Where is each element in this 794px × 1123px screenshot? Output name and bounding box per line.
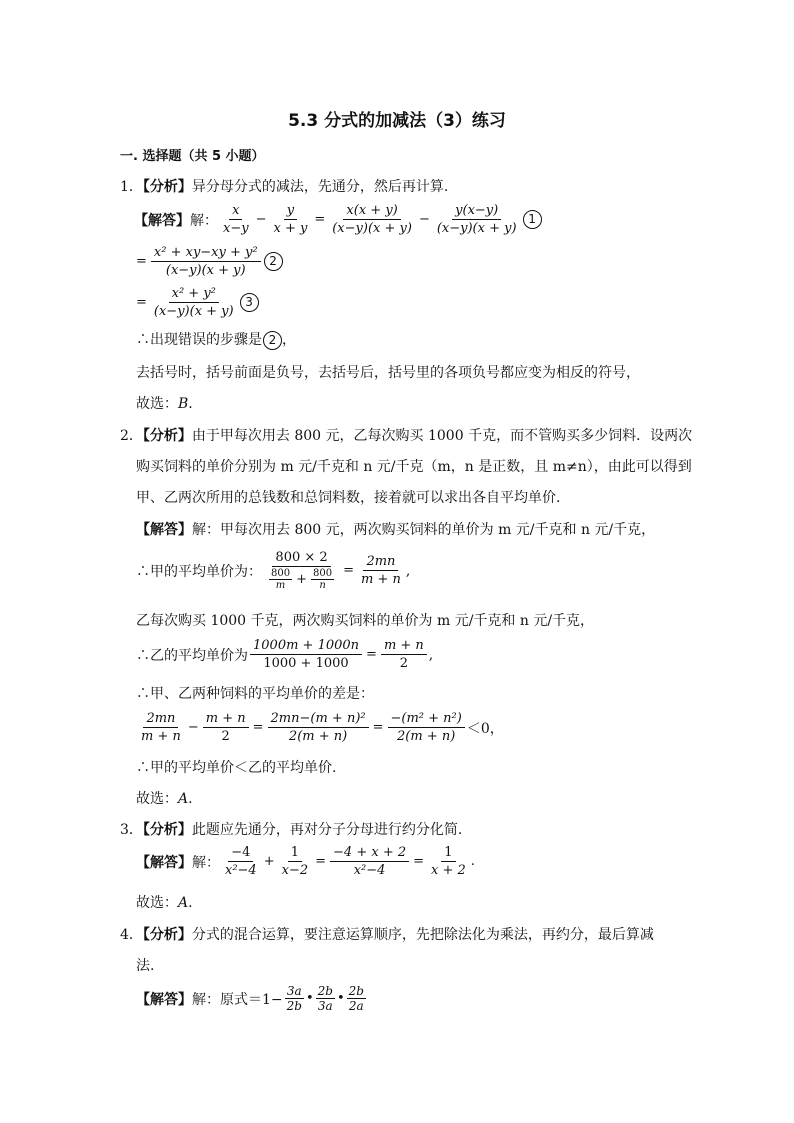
- q2-diff-b: $\frac{m + n}{2}$: [203, 711, 249, 744]
- q4-frac-3: $\frac{2b}{2a}$: [348, 984, 364, 1013]
- q1-answer-prefix: 解：: [190, 212, 218, 229]
- q1-answer-tag: 【解答】: [134, 212, 190, 229]
- q1-frac-d: $\frac{y(x-y)}{(x-y)(x + y)}$: [436, 203, 517, 236]
- q1-choice: 故选：B.: [136, 396, 193, 412]
- q1-analysis-text: 异分母分式的减法，先通分，然后再计算.: [191, 179, 449, 195]
- q3-frac-a: $\frac{-4}{\text{x²−4}}$: [225, 845, 257, 878]
- q1-step3-frac: $\frac{\text{x² + y²}}{(x-y)(x + y)}$: [153, 286, 234, 319]
- q2-jia-frac: 800 × 2 $\frac{800}{m}$ + $\frac{800}{n}$: [271, 550, 333, 591]
- q3-frac-b: $\frac{1}{x-2}$: [281, 845, 309, 878]
- q1-step2-mark: 2: [264, 252, 283, 271]
- q1-frac-c: $\frac{x(x + y)}{(x-y)(x + y)}$: [332, 203, 412, 236]
- q2-diff: $\frac{2mn}{m + n}$ − $\frac{m + n}{2}$ = $\frac{\text{2mn−(m + n)²}}{2(m + n)}$ = $\frac{\text{−(m² + n²)}}{2(m + n)}$ ＜0，: [136, 711, 504, 744]
- q2-compare: ∴甲的平均单价＜乙的平均单价.: [136, 760, 337, 776]
- q2-choice: 故选：A.: [136, 791, 193, 807]
- q1-conclusion: ∴出现错误的步骤是 2 ，: [136, 332, 296, 348]
- q3-frac-d: $\frac{1}{x + 2}$: [431, 845, 466, 878]
- q2-diff-a: $\frac{2mn}{m + n}$: [141, 711, 181, 744]
- q2-analysis-line2: 购买饲料的单价分别为 m 元/千克和 n 元/千克（m，n 是正数，且 m≠n），由此可以得到: [136, 459, 692, 475]
- q1-step3: = $\frac{\text{x² + y²}}{(x-y)(x + y)}$ 3: [134, 286, 259, 319]
- q1-step1-mark: 1: [523, 210, 542, 229]
- q3-analysis-line: 3．【分析】此题应先通分，再对分子分母进行约分化简.: [120, 822, 463, 838]
- q1-step2-frac: $\frac{\text{x² + xy−xy + y²}}{(x-y)(x + y)}$: [151, 245, 261, 278]
- q2-yi-frac: $\frac{1000m + 1000n}{1000 + 1000}$: [250, 638, 362, 671]
- q2-diff-c: $\frac{\text{2mn−(m + n)²}}{2(m + n)}$: [268, 711, 369, 744]
- q1-frac-b: $\frac{y}{x + y}$: [273, 203, 308, 236]
- q1-frac-a: $\frac{x}{x-y}$: [223, 203, 249, 236]
- q1-conclusion-mark: 2: [263, 331, 282, 350]
- q3-choice: 故选：A.: [136, 895, 193, 911]
- q2-analysis-line3: 甲、乙两次所用的总钱数和总饲料数，接着就可以求出各自平均单价.: [136, 490, 561, 506]
- q2-analysis-line1: 2．【分析】由于甲每次用去 800 元，乙每次购买 1000 千克，而不管购买多少饲料．设两次: [120, 428, 693, 444]
- q2-yi-line: 乙每次购买 1000 千克，两次购买饲料的单价为 m 元/千克和 n 元/千克，: [136, 613, 595, 629]
- page-title: 5.3 分式的加减法（3）练习: [288, 111, 506, 131]
- q4-analysis-line2: 法.: [136, 958, 155, 974]
- q4-analysis-line1: 4．【分析】分式的混合运算，要注意运算顺序，先把除法化为乘法，再约分，最后算减: [120, 927, 654, 943]
- q3-calc: 【解答】 解： $\frac{-4}{\text{x²−4}}$ + $\frac{1}{x-2}$ = $\frac{-4 + x + 2}{\text{x²−4}}$ = $\frac{1}{x + 2}$ .: [136, 845, 475, 878]
- q2-jia-price: ∴甲的平均单价为： 800 × 2 $\frac{800}{m}$ + $\frac{800}{n}$ = $\frac{2mn}{m + n}$ ,: [136, 550, 411, 591]
- q1-analysis-tag: 【分析】: [142, 179, 192, 195]
- q2-answer-line1: 【解答】解：甲每次用去 800 元，两次购买饲料的单价为 m 元/千克和 n 元/千克，: [136, 522, 656, 538]
- q1-step1: 【解答】 解： $\frac{x}{x-y}$ − $\frac{y}{x + y}$ = $\frac{x(x + y)}{(x-y)(x + y)}$ − $\frac{y(x-y)}{(x-y)(x + y)}$ 1: [134, 203, 542, 236]
- q1-step3-mark: 3: [240, 293, 259, 312]
- q1-step2: = $\frac{\text{x² + xy−xy + y²}}{(x-y)(x + y)}$ 2: [134, 245, 283, 278]
- q4-frac-1: $\frac{3a}{2b}$: [286, 984, 302, 1013]
- q1-analysis-line: 1．【分析】异分母分式的减法，先通分，然后再计算.: [120, 179, 449, 195]
- q2-yi-result: $\frac{m + n}{2}$: [381, 638, 427, 671]
- q1-number: 1: [120, 179, 129, 195]
- section-heading: 一. 选择题（共 5 小题）: [120, 149, 265, 164]
- q2-diff-d: $\frac{\text{−(m² + n²)}}{2(m + n)}$: [388, 711, 465, 744]
- q4-answer: 【解答】 解：原式＝1− $\frac{3a}{2b}$ • $\frac{2b}{3a}$ • $\frac{2b}{2a}$: [136, 984, 364, 1013]
- q4-frac-2: $\frac{2b}{3a}$: [317, 984, 333, 1013]
- q3-frac-c: $\frac{-4 + x + 2}{\text{x²−4}}$: [330, 845, 409, 878]
- q1-reason: 去括号时，括号前面是负号，去括号后，括号里的各项负号都应变为相反的符号，: [136, 365, 640, 381]
- q2-diff-label: ∴甲、乙两种饲料的平均单价的差是：: [136, 686, 374, 702]
- q2-yi-price: ∴乙的平均单价为 $\frac{1000m + 1000n}{1000 + 1000}$ = $\frac{m + n}{2}$ ,: [136, 638, 434, 671]
- q2-jia-result: $\frac{2mn}{m + n}$: [361, 554, 401, 587]
